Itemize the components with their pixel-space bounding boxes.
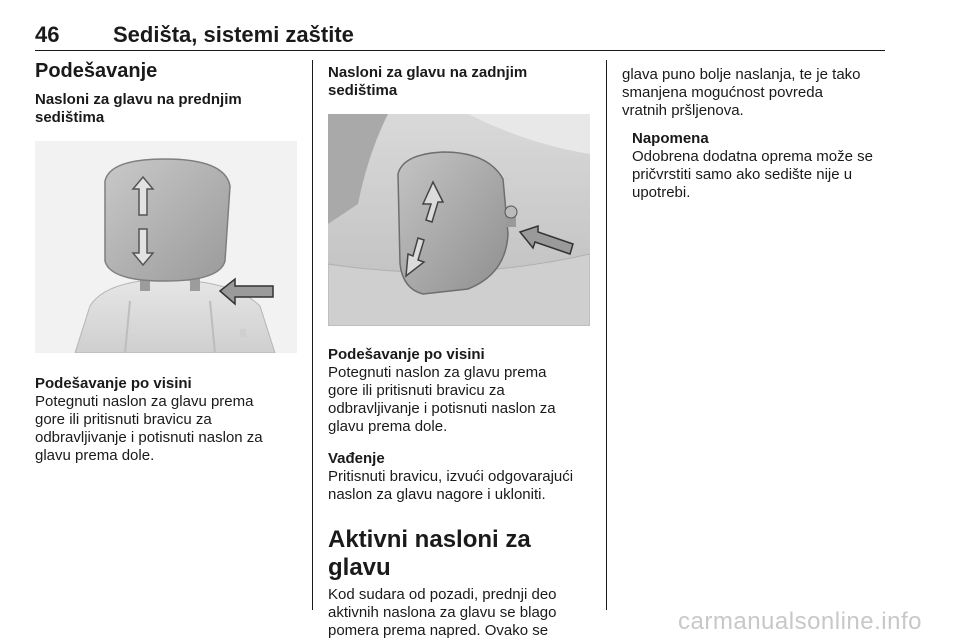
text-line: glavu prema dole.	[35, 447, 155, 464]
watermark-brand: carmanualsonline.info	[678, 608, 922, 635]
text-line: glava puno bolje naslanja, te je tako	[622, 66, 861, 83]
page-header	[35, 22, 885, 51]
section-title: Podešavanje	[35, 60, 158, 82]
note-title: Napomena	[632, 130, 709, 147]
text-line: aktivnih naslona za glavu se blago	[328, 604, 557, 621]
column-divider	[606, 60, 607, 610]
page-number: 46	[35, 22, 60, 47]
text-line: gore ili pritisnuti bravicu za	[35, 411, 212, 428]
heading-line: sedištima	[328, 82, 398, 99]
height-adjust-subheading: Podešavanje po visini	[328, 346, 485, 363]
text-line: Potegnuti naslon za glavu prema	[328, 364, 547, 381]
active-headrest-paragraph	[328, 586, 594, 640]
text-line: smanjena mogućnost povreda	[622, 84, 823, 101]
heading-line: sedištima	[35, 109, 105, 126]
text-line: pomera prema napred. Ovako se	[328, 622, 549, 639]
column-divider	[312, 60, 313, 610]
height-adjust-subheading: Podešavanje po visini	[35, 375, 192, 392]
text-line: Pritisnuti bravicu, izvući odgovarajući	[328, 468, 574, 485]
text-line: odbravljivanje i potisnuti naslon za	[328, 400, 556, 417]
text-line: odbravljivanje i potisnuti naslon za	[35, 429, 263, 446]
page-title: Sedišta, sistemi zaštite	[113, 22, 354, 47]
text-line: upotrebi.	[632, 184, 691, 201]
text-line: glavu prema dole.	[328, 418, 448, 435]
continued-paragraph	[622, 66, 888, 120]
text-line: gore ili pritisnuti bravicu za	[328, 382, 505, 399]
column-3	[622, 60, 888, 202]
text-line: pričvrstiti samo ako sedište nije u	[632, 166, 853, 183]
note-text	[632, 148, 888, 202]
text-line: Odobrena dodatna oprema može se	[632, 148, 873, 165]
heading-line: Nasloni za glavu na prednjim	[35, 91, 242, 108]
removal-paragraph	[328, 468, 594, 504]
text-line: vratnih pršljenova.	[622, 102, 744, 119]
front-headrest-illustration	[35, 141, 297, 353]
text-line: Kod sudara od pozadi, prednji deo	[328, 586, 557, 603]
column-1	[35, 60, 300, 465]
text-line: naslon za glavu nagore i ukloniti.	[328, 486, 546, 503]
heading-line: Nasloni za glavu na zadnjim	[328, 64, 528, 81]
height-adjust-paragraph	[35, 393, 300, 465]
text-line: Potegnuti naslon za glavu prema	[35, 393, 254, 410]
front-headrest-heading	[35, 91, 300, 127]
column-2	[328, 60, 594, 640]
height-adjust-paragraph	[328, 364, 594, 436]
rear-headrest-heading	[328, 64, 594, 100]
removal-subheading: Vađenje	[328, 450, 385, 467]
rear-headrest-illustration	[328, 114, 590, 326]
active-headrest-heading: Aktivni nasloni za glavu	[328, 526, 531, 581]
